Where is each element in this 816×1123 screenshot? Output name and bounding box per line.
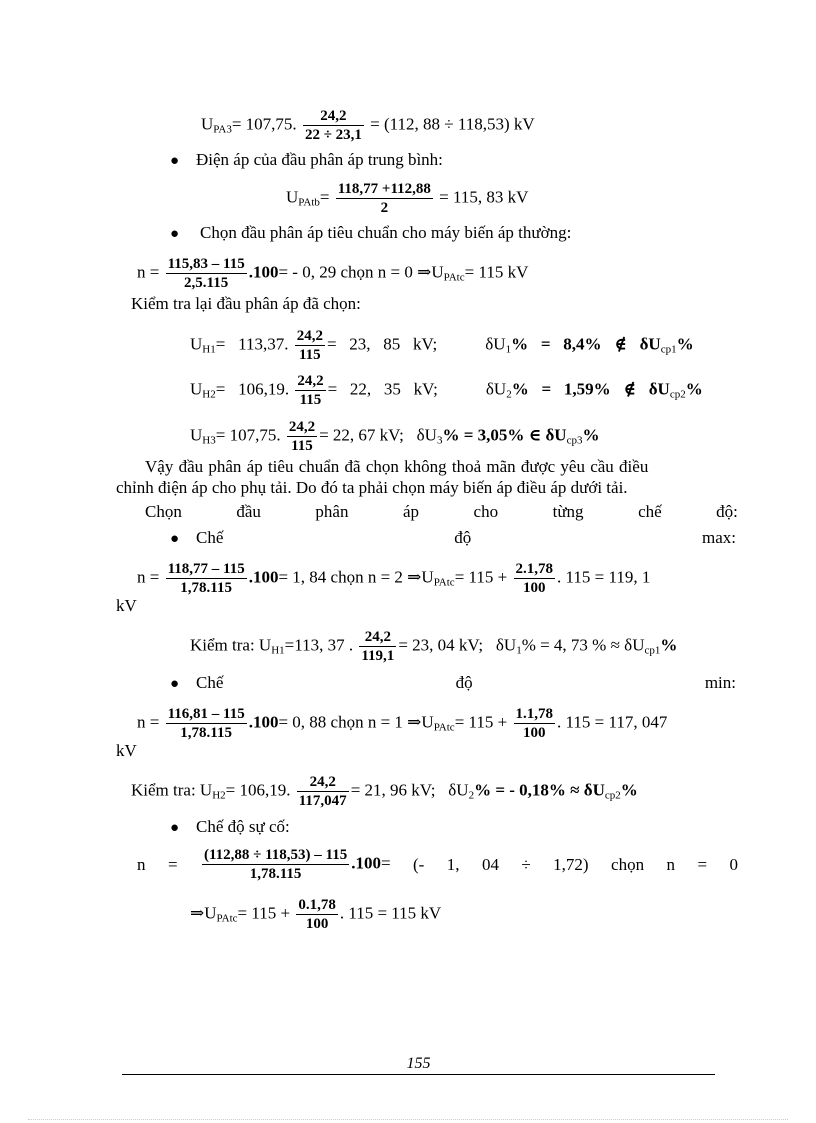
denominator: 115 — [291, 438, 313, 454]
text: δU — [485, 334, 506, 354]
word: Chọn — [145, 502, 182, 521]
text: = — [380, 853, 391, 873]
denominator: 100 — [523, 580, 546, 596]
fraction — [295, 372, 325, 409]
denominator: 100 — [523, 725, 546, 741]
text: % — [660, 635, 678, 655]
text: = 107,75. — [231, 114, 297, 134]
numerator: 118,77 – 115 — [167, 561, 245, 577]
fraction — [295, 327, 325, 364]
text: δU — [485, 379, 507, 399]
sub: cp2 — [604, 789, 621, 802]
text: ⇒U — [190, 903, 217, 923]
bullet-max — [196, 528, 736, 548]
text: = 23, 04 kV; δU — [398, 635, 517, 655]
bullet-icon: ● — [170, 676, 180, 692]
numerator: 24,2 — [297, 773, 349, 792]
numerator: 0.1,78 — [298, 897, 336, 913]
sub: PAtc — [433, 576, 455, 589]
text: n = — [137, 567, 160, 587]
sub: 2 — [506, 388, 512, 401]
numerator: 116,81 – 115 — [167, 706, 245, 722]
eq-check-max — [190, 628, 677, 665]
numerator: 118,77 +112,88 — [337, 181, 431, 197]
text: n = — [137, 262, 160, 282]
fraction — [296, 896, 338, 933]
eq-upa3 — [201, 107, 535, 144]
eq-n1 — [137, 255, 528, 292]
fraction — [514, 560, 556, 597]
bullet-text: Chọn đầu phân áp tiêu chuẩn cho máy biến áp thường: — [200, 223, 572, 242]
text: = 0, 88 chọn n = 1 ⇒U — [278, 712, 434, 732]
text: U — [190, 379, 203, 399]
numerator: (112,88 ÷ 118,53) – 115 — [203, 847, 348, 863]
text: % — [620, 780, 638, 800]
text: = — [167, 854, 178, 874]
text: . 115 = 119, 1 — [557, 567, 651, 587]
denominator: 2,5.115 — [184, 275, 229, 291]
text: Kiểm tra: U — [190, 635, 272, 655]
word: min: — [704, 673, 736, 692]
word: độ — [454, 528, 472, 547]
text: = — [697, 854, 708, 874]
denominator: 2 — [380, 200, 389, 216]
justified-line — [145, 502, 738, 522]
fraction — [359, 628, 396, 665]
numerator: 2.1,78 — [515, 561, 553, 577]
sub: PAtc — [443, 271, 465, 284]
denominator: 22 ÷ 23,1 — [304, 127, 362, 143]
fraction — [336, 180, 433, 217]
bullet-text: Điện áp của đầu phân áp trung bình: — [196, 150, 443, 169]
fraction — [297, 773, 349, 810]
text: = — [319, 187, 330, 207]
denominator: 1,78.115 — [180, 725, 232, 741]
numerator: 115,83 – 115 — [167, 256, 245, 272]
text: 1, — [446, 854, 460, 874]
text: U — [190, 425, 203, 445]
text: % = 8,4% ∉ δU — [511, 334, 661, 354]
bullet-icon: ● — [170, 531, 180, 547]
fraction — [303, 107, 364, 144]
sub: cp1 — [660, 343, 677, 356]
sub: H1 — [202, 343, 216, 356]
text: . 115 = 115 kV — [339, 903, 442, 923]
text: n = — [137, 712, 160, 732]
heading-check: Kiểm tra lại đầu phân áp đã chọn: — [131, 294, 361, 313]
divider — [28, 1119, 788, 1120]
text: = 106,19. — [215, 379, 290, 399]
text: = - 0, 29 chọn n = 0 ⇒U — [278, 262, 444, 282]
word: Chế — [196, 673, 224, 692]
eq-n-fault — [137, 846, 738, 883]
denominator: 1,78.115 — [249, 866, 302, 882]
unit-kv: kV — [116, 596, 137, 615]
numerator: 24,2 — [297, 373, 324, 389]
numerator: 24,2 — [296, 328, 323, 344]
eq-n-max — [137, 560, 650, 597]
text: . 115 = 117, 047 — [557, 712, 668, 732]
text: U — [190, 334, 203, 354]
bullet-text: Chế độ sự cố: — [196, 817, 290, 836]
denominator: 119,1 — [361, 648, 395, 664]
text: = 115 + — [454, 567, 508, 587]
eq-uh3 — [190, 418, 599, 455]
numerator: 24,2 — [359, 628, 396, 647]
text: (- — [413, 854, 425, 874]
numerator: 24,2 — [303, 107, 364, 126]
text: U — [286, 187, 299, 207]
eq-upatc-fault — [190, 896, 441, 933]
fraction — [287, 418, 317, 455]
text: .100 — [351, 853, 381, 873]
text: =113, 37 . — [284, 635, 354, 655]
page-number: 155 — [122, 1054, 715, 1075]
text: .100 — [248, 567, 279, 587]
text: = 1, 84 chọn n = 2 ⇒U — [278, 567, 434, 587]
sub: cp3 — [566, 434, 583, 447]
eq-upatb — [286, 180, 528, 217]
text: % = 3,05% ∈ δU — [442, 425, 567, 445]
word: cho — [473, 502, 499, 521]
word: Chế — [196, 528, 224, 547]
bullet-icon: ● — [170, 153, 180, 169]
eq-uh2 — [190, 372, 703, 409]
denominator: 115 — [298, 347, 321, 363]
fraction — [514, 705, 556, 742]
text: = 106,19. — [225, 780, 291, 800]
sub: 2 — [468, 789, 475, 802]
bullet-min — [196, 673, 736, 693]
text: % = - 0,18% ≈ δU — [474, 780, 605, 800]
text: = 107,75. — [215, 425, 281, 445]
text: = 22, 35 kV; — [327, 379, 438, 399]
text: = 23, 85 kV; — [326, 334, 438, 354]
word: độ — [455, 673, 473, 692]
text: chọn — [611, 854, 645, 874]
bullet-icon: ● — [170, 820, 180, 836]
text: n — [666, 854, 676, 874]
text: = 21, 96 kV; δU — [350, 780, 469, 800]
word: chế — [638, 502, 662, 521]
sub: PAtb — [298, 196, 320, 209]
text: = 115, 83 kV — [439, 187, 529, 207]
eq-n-min — [137, 705, 667, 742]
sub: PAtc — [216, 912, 238, 925]
text: Kiểm tra: U — [131, 780, 213, 800]
sub: PAtc — [433, 721, 455, 734]
numerator: 1.1,78 — [515, 706, 553, 722]
denominator: 100 — [305, 916, 329, 932]
text: = 115 + — [454, 712, 508, 732]
word: độ: — [716, 502, 738, 521]
paragraph-line: chỉnh điện áp cho phụ tải. Do đó ta phải chọn máy biến áp điều áp dưới tải. — [116, 478, 628, 497]
unit-kv: kV — [116, 741, 137, 760]
paragraph-line: Vậy đầu phân áp tiêu chuẩn đã chọn không thoả mãn được yêu cầu điều — [145, 457, 649, 476]
text: ÷ — [521, 854, 531, 874]
word: từng — [552, 502, 584, 521]
text: = 22, 67 kV; δU — [319, 425, 437, 445]
word: phân — [315, 502, 349, 521]
fraction — [166, 560, 247, 597]
word: đầu — [236, 502, 261, 521]
sub: cp2 — [669, 388, 686, 401]
text: = 115 + — [237, 903, 291, 923]
bullet-icon: ● — [170, 226, 180, 242]
sub: 1 — [516, 644, 522, 657]
text: % — [685, 379, 703, 399]
text: 0 — [729, 854, 738, 874]
sub: H2 — [202, 388, 216, 401]
sub: H1 — [271, 644, 285, 657]
text: 04 — [481, 854, 499, 874]
text: 1,72) — [553, 854, 589, 874]
text: = (112, 88 ÷ 118,53) kV — [370, 114, 535, 134]
sub: cp1 — [644, 644, 661, 657]
text: % = 4, 73 % ≈ δU — [521, 635, 645, 655]
text: % — [676, 334, 694, 354]
sub: 3 — [436, 434, 443, 447]
fraction — [166, 255, 247, 292]
sub: 1 — [505, 343, 512, 356]
word: áp — [402, 502, 420, 521]
denominator: 117,047 — [298, 793, 347, 809]
sub: H3 — [202, 434, 216, 447]
word: max: — [701, 528, 736, 547]
text: = 113,37. — [215, 334, 289, 354]
text: % — [582, 425, 600, 445]
text: U — [201, 114, 214, 134]
text: .100 — [248, 712, 279, 732]
numerator: 24,2 — [288, 419, 316, 435]
sub: PA3 — [213, 123, 232, 136]
fraction — [166, 705, 247, 742]
sub: H2 — [212, 789, 226, 802]
denominator: 115 — [299, 392, 322, 408]
text: = 115 kV — [464, 262, 529, 282]
text: .100 — [248, 262, 279, 282]
text: % = 1,59% ∉ δU — [511, 379, 670, 399]
eq-uh1 — [190, 327, 694, 364]
text: n — [137, 854, 146, 874]
denominator: 1,78.115 — [180, 580, 232, 596]
eq-check-min — [131, 773, 638, 810]
fraction — [202, 846, 349, 883]
